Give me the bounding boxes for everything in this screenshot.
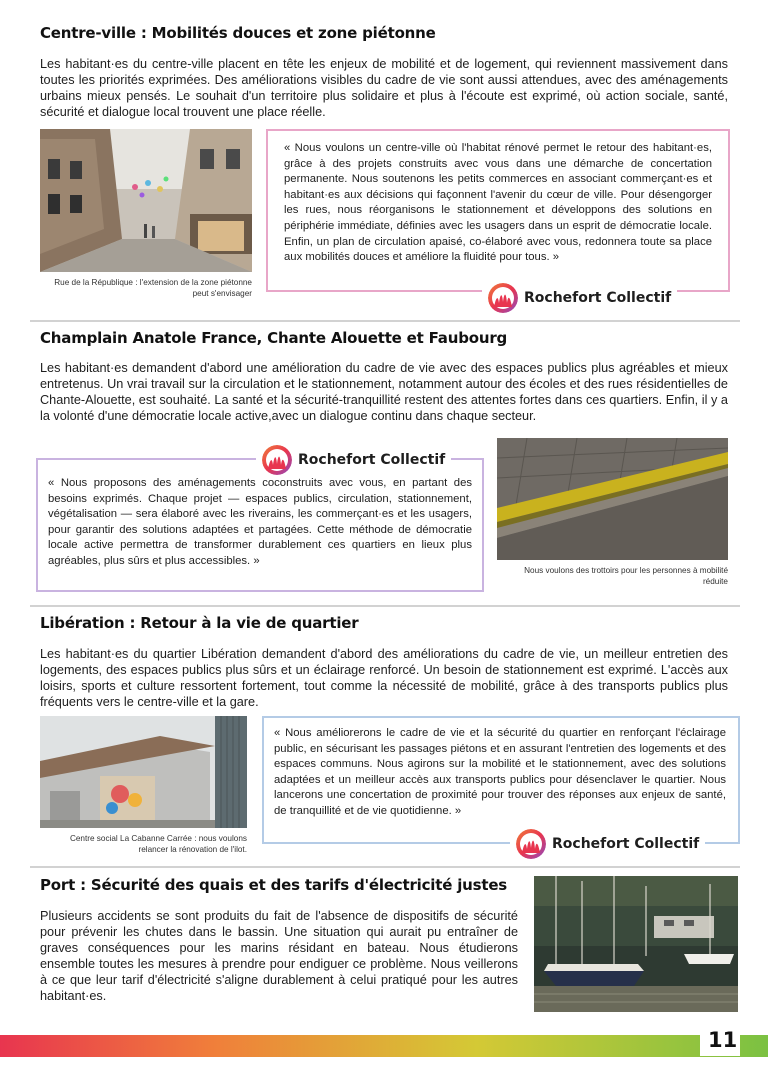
quote-text-liberation: « Nous améliorerons le cadre de vie et la sécurité du quartier en renforçant l'éclairage public, en sécurisant les passages piétons et en assurant l'entretien des logements et des espaces communs. Nous agirons sur la mobilité et le stationnement, avec des solutions adaptées et un meilleur accès aux transports publics pour désenclaver le quartier. Nous lancerons une concertation de proximité pour trouver des réponses aux enjeux de santé, de tranquillité et de vie quotidienne. »	[274, 727, 726, 817]
caption-building: Centre social La Cabanne Carrée : nous voulons relancer la rénovation de l'ilot.	[69, 834, 247, 854]
footer-gradient-bar	[0, 1035, 768, 1057]
section-body-liberation: Les habitant·es du quartier Libération demandent d'abord des améliorations du cadre de vie, un meilleur entretien des logements, des espaces publics plus sûrs et un éclairage renforcé. Un besoin de stationnement est exprimé. L'accès aux loisirs, sports et culture ressortent fortement, tout comme la nécessité de mobilité, grâce à des transports publics plus fréquents vers le centre-ville et la gare.	[40, 647, 728, 709]
street-photo	[40, 129, 252, 272]
rochefort-collectif-logo-icon	[516, 829, 546, 859]
signature-centre-ville	[482, 282, 677, 314]
quote-text-champlain: « Nous proposons des aménagements coconstruits avec vous, en partant des besoins exprimés. Chaque projet — espaces publics, circulation, stationnement, végétalisation — sera élaboré avec les riverains, les commerçant·es et les usagers, pour garantir des solutions adaptées et partagées. Cette méthode de démocratie locale active permettra de transformer durablement ces quartiers en lieux plus agréables, plus sûrs et plus accessibles. »	[48, 477, 472, 567]
page-number-badge	[700, 1026, 740, 1056]
section-body-centre-ville: Les habitant·es du centre-ville placent en tête les enjeux de mobilité et de logement, qui reviennent massivement dans toutes les priorités exprimées. Des améliorations visibles du cadre de vie sont aussi attendues, avec des aménagements urbains mieux pensés. Le souhait d'un territoire plus solidaire et plus à l'écoute est exprimé, où action sociale, santé, sécurité et dialogue local trouvent une place réelle.	[40, 57, 728, 119]
building-photo	[40, 716, 247, 828]
page-number: 11	[708, 1028, 738, 1052]
section-body-port: Plusieurs accidents se sont produits du fait de l'absence de dispositifs de sécurité pour prévenir les chutes dans le bassin. Une situation qui aurait pu entraîner de graves conséquences pour les marins résidant en bateau. Nous étudierons ensemble toutes les mesures à prendre pour endiguer ce problème. Nous veillerons à ce que leur tarif d'électricité s'aligne durablement à celui pratiqué pour les autres habitant·es.	[40, 909, 518, 1003]
section-title-port: Port : Sécurité des quais et des tarifs d'électricité justes	[40, 876, 508, 894]
rochefort-collectif-logo-icon	[262, 445, 292, 475]
rochefort-collectif-logo-icon	[488, 283, 518, 313]
caption-street: Rue de la République : l'extension de la zone piétonne peut s'envisager	[54, 278, 252, 298]
harbour-photo	[534, 876, 738, 1012]
signature-champlain	[256, 444, 451, 476]
curb-photo	[497, 438, 728, 560]
section-divider	[30, 605, 740, 607]
section-title-centre-ville: Centre-ville : Mobilités douces et zone piétonne	[40, 24, 436, 42]
signature-liberation	[510, 828, 705, 860]
section-body-champlain: Les habitant·es demandent d'abord une amélioration du cadre de vie avec des espaces publics plus agréables et mieux entretenus. Un vrai travail sur la circulation et le stationnement, notamment autour des écoles et des rues résidentielles de Chante-Alouette, est souhaité. La santé et la sécurité-tranquillité restent des attentes fortes dans ces quartiers. Enfin, il y a la volonté d'une démocratie locale active,avec un dialogue continu dans chaque secteur.	[40, 361, 728, 423]
quote-text-centre-ville: « Nous voulons un centre-ville où l'habitat rénové permet le retour des habitant·es, grâce à des projets construits avec vous dans une démarche de concertation permanente. Nous soutenons les petits commerces en associant commerçant·es et habitant·es aux décisions qui façonnent l'avenir du cœur de ville. Pour désengorger les rues, nous réorganisons le stationnement et développons des solutions en périphérie immédiate, définies avec les usagers dans un esprit de démocratie locale. Enfin, un plan de circulation apaisé, co-élaboré avec vous, redonnera toute sa place aux mobilités douces et améliore la fluidité pour tous. »	[284, 142, 712, 264]
signature-text: Rochefort Collectif	[298, 452, 446, 468]
quote-box-centre-ville	[266, 129, 730, 292]
signature-text: Rochefort Collectif	[552, 836, 700, 852]
section-title-liberation: Libération : Retour à la vie de quartier	[40, 614, 359, 632]
section-divider	[30, 320, 740, 322]
caption-curb: Nous voulons des trottoirs pour les personnes à mobilité réduite	[524, 566, 728, 586]
quote-box-champlain	[36, 458, 484, 592]
quote-box-liberation	[262, 716, 740, 844]
signature-text: Rochefort Collectif	[524, 290, 672, 306]
section-title-champlain: Champlain Anatole France, Chante Alouette et Faubourg	[40, 329, 508, 347]
section-divider	[30, 866, 740, 868]
